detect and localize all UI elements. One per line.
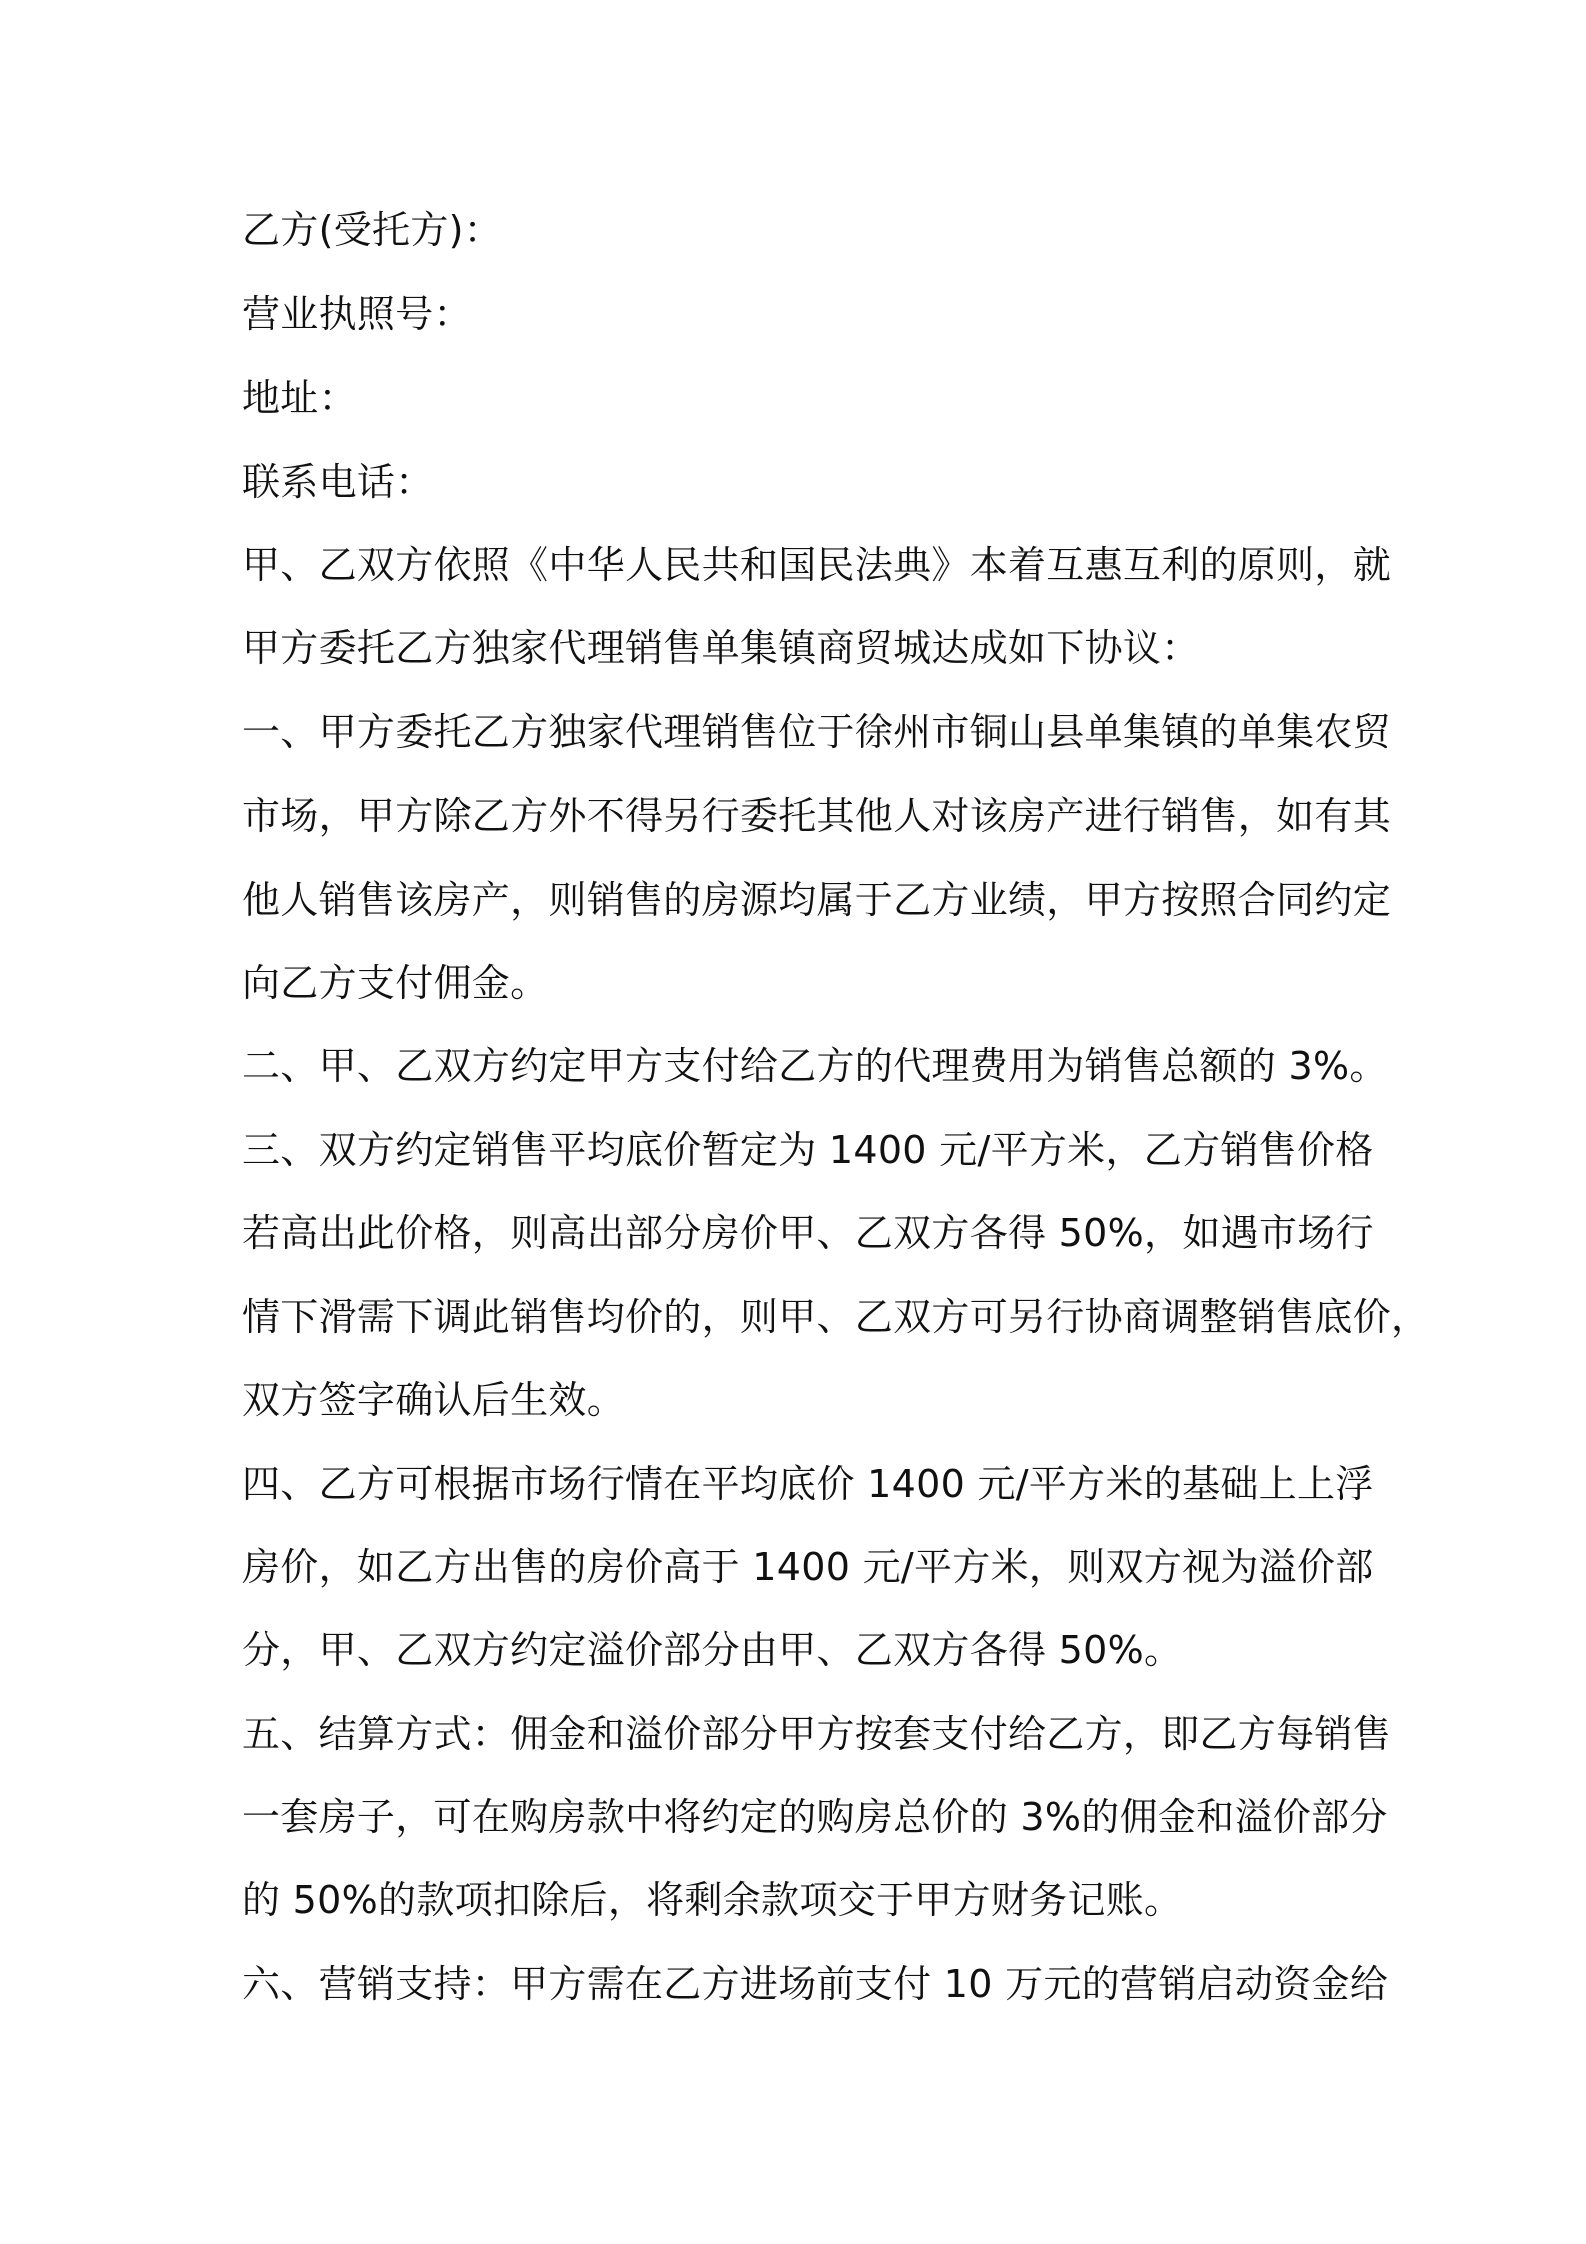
clause-3-line-3: 情下滑需下调此销售均价的，则甲、乙双方可另行协商调整销售底价， [242, 1295, 1430, 1339]
address-label: 地址： [242, 376, 357, 420]
clause-3-line-1: 三、双方约定销售平均底价暂定为 1400 元/平方米，乙方销售价格 [242, 1128, 1374, 1172]
clause-3-line-4: 双方签字确认后生效。 [242, 1378, 626, 1422]
clause-4-line-1: 四、乙方可根据市场行情在平均底价 1400 元/平方米的基础上上浮 [242, 1462, 1374, 1506]
preamble-line-2: 甲方委托乙方独家代理销售单集镇商贸城达成如下协议： [242, 626, 1200, 670]
clause-3-line-2: 若高出此价格，则高出部分房价甲、乙双方各得 50%，如遇市场行 [242, 1211, 1374, 1255]
clause-4-line-3: 分，甲、乙双方约定溢价部分由甲、乙双方各得 50%。 [242, 1628, 1183, 1672]
preamble-line-1: 甲、乙双方依照《中华人民共和国民法典》本着互惠互利的原则，就 [242, 543, 1392, 587]
clause-5-line-1: 五、结算方式：佣金和溢价部分甲方按套支付给乙方，即乙方每销售 [242, 1712, 1392, 1756]
party-b-label: 乙方(受托方)： [242, 208, 503, 252]
clause-6-line-1: 六、营销支持：甲方需在乙方进场前支付 10 万元的营销启动资金给 [242, 1962, 1389, 2006]
clause-1-line-1: 一、甲方委托乙方独家代理销售位于徐州市铜山县单集镇的单集农贸 [242, 710, 1392, 754]
clause-1-line-4: 向乙方支付佣金。 [242, 961, 549, 1005]
clause-1-line-3: 他人销售该房产，则销售的房源均属于乙方业绩，甲方按照合同约定 [242, 878, 1392, 922]
clause-5-line-2: 一套房子，可在购房款中将约定的购房总价的 3%的佣金和溢价部分 [242, 1795, 1388, 1839]
clause-2-line-1: 二、甲、乙双方约定甲方支付给乙方的代理费用为销售总额的 3%。 [242, 1044, 1388, 1088]
business-license-label: 营业执照号： [242, 292, 472, 336]
clause-5-line-3: 的 50%的款项扣除后，将剩余款项交于甲方财务记账。 [242, 1878, 1183, 1922]
clause-4-line-2: 房价，如乙方出售的房价高于 1400 元/平方米，则双方视为溢价部 [242, 1545, 1374, 1589]
clause-1-line-2: 市场，甲方除乙方外不得另行委托其他人对该房产进行销售，如有其 [242, 794, 1392, 838]
phone-label: 联系电话： [242, 460, 434, 504]
